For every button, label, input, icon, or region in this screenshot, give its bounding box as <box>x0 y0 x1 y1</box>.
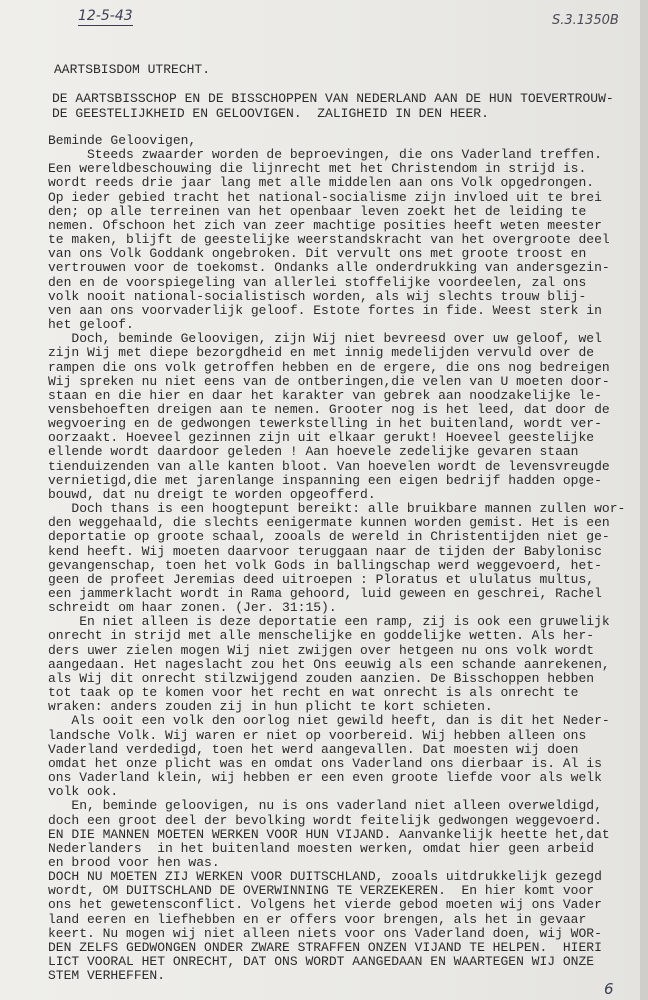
text-line: STEM VERHEFFEN. <box>48 968 166 984</box>
text-line: gevangenschap, toen het volk Gods in ballingschap werd weggevoerd, het- <box>48 557 602 573</box>
text-line: oorzaakt. Hoeveel gezinnen zijn uit elkaar gerukt! Hoeveel geestelijke <box>48 430 595 446</box>
diocese-heading: AARTSBISDOM UTRECHT. <box>54 62 211 77</box>
text-line: En niet alleen is deze deportatie een ramp, zij is ook een gruwelijk <box>48 614 610 630</box>
text-line: ons het gewetensconflict. Volgens het vierde gebod moeten wij ons Vader <box>48 897 602 913</box>
archive-reference: S.3.1350B <box>552 13 619 28</box>
text-line: Steeds zwaarder worden de beproevingen, die ons Vaderland treffen. <box>48 147 602 163</box>
text-line: bouwd, dat nu dreigt te worden opgeofferd. <box>48 486 376 502</box>
text-line: Nederlanders in het buitenland moesten werken, omdat hier geen arbeid <box>48 840 595 856</box>
text-line: En, beminde geloovigen, nu is ons vaderland niet alleen overweldigd, <box>48 798 602 814</box>
text-line: deportatie op groote schaal, zooals de wereld in Christentijden niet ge- <box>48 529 610 545</box>
text-line: den weggehaald, die slechts eenigermate kunnen worden gemist. Het is een <box>48 515 610 531</box>
text-line: omdat het onze plicht was en omdat ons Vaderland ons dierbaar is. Al is <box>48 755 602 771</box>
text-line: Doch, beminde Geloovigen, zijn Wij niet bevreesd over uw geloof, wel <box>48 331 602 347</box>
page-number: 6 <box>604 980 614 998</box>
text-line: nemen. Ofschoon het zich van zeer machtige posities heeft weten meester <box>48 217 602 233</box>
text-line: rampen die ons volk getroffen hebben en de ergere, die ons nog bedreigen <box>48 359 610 375</box>
text-line: Beminde Geloovigen, <box>48 133 197 148</box>
text-line: Een wereldbeschouwing die lijnrecht met het Christendom in strijd is. <box>48 161 587 177</box>
text-line: tienduizenden van alle kanten bloot. Van hoevelen wordt de levensvreugde <box>48 458 610 474</box>
handwritten-date: 12-5-43 <box>78 8 133 24</box>
text-line: het geloof. <box>48 317 134 333</box>
text-line: van ons Volk Goddank ongebroken. Dit vervult ons met groote troost en <box>48 246 587 262</box>
text-line: land eeren en liefhebben en er offers voor brengen, als het in gevaar <box>48 911 587 927</box>
text-line: ven aan ons voorvaderlijk geloof. Estote fortes in fide. Weest sterk in <box>48 302 602 318</box>
text-line: en brood voor hen was. <box>48 854 220 870</box>
text-line: Als ooit een volk den oorlog niet gewild heeft, dan is dit het Neder- <box>48 713 610 729</box>
text-line: als Wij dit onrecht stilzwijgend zouden aanzien. De Bisschoppen hebben <box>48 670 595 686</box>
text-line: te maken, blijft de geestelijke weerstandskracht van het overgroote deel <box>48 232 610 248</box>
text-line: staan en die hier en daar het karakter van gebrek aan noodzakelijke le- <box>48 387 602 403</box>
text-line: DOCH NU MOETEN ZIJ WERKEN VOOR DUITSCHLAND, zooals uitdrukkelijk gezegd <box>48 869 602 885</box>
text-line: wordt reeds drie jaar lang met alle middelen aan ons Volk opgedrongen. <box>48 175 595 191</box>
text-line: wraken: anders zouden zij in hun plicht te kort schieten. <box>48 699 493 715</box>
text-line: volk ook. <box>48 784 119 800</box>
text-line: Op ieder gebied tracht het national-socialisme zijn invloed uit te brei <box>48 189 602 205</box>
text-line: wordt, OM DUITSCHLAND DE OVERWINNING TE VERZEKEREN. En hier komt voor <box>48 883 595 899</box>
text-line: DEN ZELFS GEDWONGEN ONDER ZWARE STRAFFEN ONZEN VIJAND TE HELPEN. HIERI <box>48 939 602 955</box>
text-line: geen de profeet Jeremias deed uitroepen : Ploratus et ululatus multus, <box>48 571 595 587</box>
text-line: ons Vaderland klein, wij hebben er een even groote liefde voor als welk <box>48 770 602 786</box>
text-line: tot taak op te komen voor het recht en wat onrecht is als onrecht te <box>48 685 579 701</box>
text-line: volk nooit national-socialistisch worden, als wij slechts trouw blij- <box>48 288 587 304</box>
address-line-2: DE GEESTELIJKHEID EN GELOOVIGEN. ZALIGHEID IN DEN HEER. <box>52 106 489 121</box>
text-line: vertrouwen voor de toekomst. Ondanks alle onderdrukking van andersgezin- <box>48 260 610 276</box>
text-line: een jammerklacht wordt in Rama gehoord, luid geween en geschrei, Rachel <box>48 586 602 601</box>
text-line: den; op alle terreinen van het openbaar leven zoekt het de leiding te <box>48 203 587 219</box>
text-line: doch een groot deel der bevolking wordt feitelijk gedwongen weggevoerd. <box>48 812 602 828</box>
text-line: aangedaan. Het nageslacht zou het Ons eeuwig als een schande aanrekenen, <box>48 656 610 672</box>
text-line: schreidt om haar zonen. (Jer. 31:15). <box>48 600 337 616</box>
text-line: Doch thans is een hoogtepunt bereikt: alle bruikbare mannen zullen wor- <box>48 501 626 517</box>
text-line: ellende wordt daardoor geleden ! Aan hoevele zedelijke gevaren staan <box>48 444 579 460</box>
text-line: landsche Volk. Wij waren er niet op voorbereid. Wij hebben alleen ons <box>48 727 587 743</box>
text-line: vensbehoeften dreigen aan te nemen. Grooter nog is het leed, dat door de <box>48 401 610 417</box>
address-line-1: DE AARTSBISSCHOP EN DE BISSCHOPPEN VAN NEDERLAND AAN DE HUN TOEVERTROUW- <box>52 91 614 106</box>
text-line: kend heeft. Wij moeten daarvoor teruggaan naar de tijden der Babylonisc <box>48 543 602 559</box>
text-line: den en de voorspiegeling van allerlei stoffelijke voordeelen, zal ons <box>48 274 587 290</box>
page-edge <box>640 0 648 1000</box>
text-line: LICT VOORAL HET ONRECHT, DAT ONS WORDT AANGEDAAN EN WAARTEGEN WIJ ONZE <box>48 954 595 970</box>
text-line: vernietigd,die met jarenlange inspanning een eigen bedrijf hadden opge- <box>48 472 602 488</box>
text-line: onrecht in strijd met alle menschelijke en goddelijke wetten. Als her- <box>48 628 595 644</box>
text-line: keert. Nu mogen wij niet alleen niets voor ons Vaderland doen, wij WOR- <box>48 925 602 941</box>
text-line: Wij spreken nu niet eens van de ontberingen,die velen van U moeten door- <box>48 373 610 389</box>
text-line: zijn Wij met diepe bezorgdheid en met innig medelijden vervuld over de <box>48 345 595 361</box>
text-line: Vaderland verdedigd, toen het werd aangevallen. Dat moesten wij doen <box>48 741 579 757</box>
text-line: ders uwer zielen mogen Wij niet zwijgen over hetgeen nu ons volk wordt <box>48 642 595 658</box>
text-line: EN DIE MANNEN MOETEN WERKEN VOOR HUN VIJAND. Aanvankelijk heette het,dat <box>48 826 610 842</box>
text-line: wegvoering en de gedwongen tewerkstelling in het buitenland, wordt ver- <box>48 416 602 432</box>
letter-body <box>48 134 625 983</box>
